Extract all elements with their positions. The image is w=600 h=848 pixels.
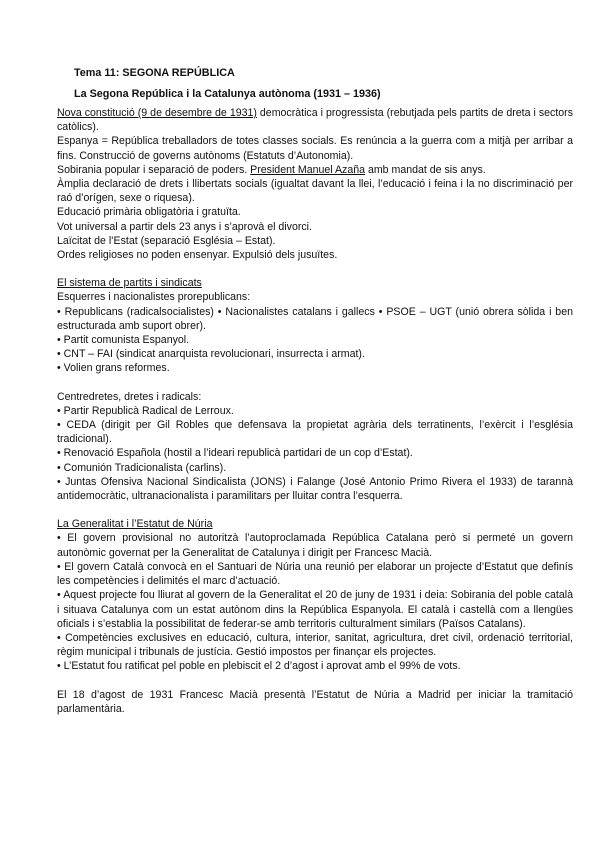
list-item: • El govern provisional no autoritzà l’autoproclamada República Catalana però si permeté un govern autonòmic governat per la Generalitat de Catalunya i dirigit per Francesc Macià.	[57, 532, 573, 559]
section-heading-partits: El sistema de partits i sindicats	[57, 277, 202, 290]
list-item: • Republicans (radicalsocialistes) • Nacionalistes catalans i gallecs • PSOE – UGT (unió obrera sòlida i ben estructurada amb suport obrer).	[57, 305, 573, 332]
constitution-paragraph	[57, 106, 573, 134]
document-subtitle: La Segona República i la Catalunya autònoma (1931 – 1936)	[74, 88, 381, 100]
constitution-heading: Nova constitució (9 de desembre de 1931)	[57, 107, 257, 119]
list-item: • El govern Català convocà en el Santuari de Núria una reunió per elaborar un projecte d’Estatut que definís les competències i delimités el marc d’actuació.	[57, 560, 573, 588]
paragraph-laicitat: Laïcitat de l’Estat (separació Església – Estat).	[57, 234, 276, 247]
paragraph-drets: Àmplia declaració de drets i llibertats socials (igualtat davant la llei, l’educació i feina i la no discriminació per raó d’orígen, sexe o riquesa).	[57, 178, 573, 205]
document-page	[57, 66, 573, 716]
dretes-label: Centredretes, dretes i radicals:	[57, 390, 202, 403]
paragraph-vot: Vot universal a partir dels 23 anys i s’aprovà el divorci.	[57, 220, 312, 233]
closing-paragraph: El 18 d’agost de 1931 Francesc Macià presentà l’Estatut de Núria a Madrid per iniciar la tramitació parlamentària.	[57, 688, 573, 715]
list-item: • Comunión Tradicionalista (carlins).	[57, 461, 227, 474]
list-item: • Juntas Ofensiva Nacional Sindicalista (JONS) i Falange (José Antonio Primo Rivera el 1933) de tarannà antidemocràtic, ultranacionalista i paramilitars per lluitar contra l’esquerra.	[57, 475, 573, 503]
list-item: • Renovació Española (hostil a l’ideari republicà partidari de un cop d’Estat).	[57, 447, 413, 460]
esquerres-label: Esquerres i nacionalistes prorepublicans:	[57, 291, 251, 304]
list-item: • Competències exclusives en educació, cultura, interior, sanitat, agricultura, dret civil, ordenació territorial, règim municipal i tribunals de justícia. Gestió impostos per finançar els projectes.	[57, 631, 573, 659]
list-item: • CEDA (dirigit per Gil Robles que defensava la propietat agrària dels terratinents, l’exèrcit i l’església tradicional).	[57, 419, 573, 446]
paragraph-espanya: Espanya = República treballadors de totes classes socials. Es renúncia a la guerra com a mitjà per arribar a fins. Construcció de governs autònoms (Estatuts d’Autonomia).	[57, 135, 573, 162]
list-item: • L’Estatut fou ratificat pel poble en plebiscit el 2 d’agost i aprovat amb el 99% de vots.	[57, 660, 461, 673]
list-item: • Volien grans reformes.	[57, 362, 170, 375]
list-item: • CNT – FAI (sindicat anarquista revolucionari, insurrecta i armat).	[57, 348, 365, 361]
paragraph-ordes: Ordes religioses no poden ensenyar. Expulsió dels jusuïtes.	[57, 249, 338, 262]
president-name: President Manuel Azaña	[250, 163, 366, 176]
list-item: • Partit comunista Espanyol.	[57, 334, 190, 347]
document-title: Tema 11: SEGONA REPÚBLICA	[74, 67, 235, 79]
section-heading-generalitat: La Generalitat i l’Estatut de Núria	[57, 518, 213, 531]
paragraph-educacio: Educació primària obligatòria i gratuïta.	[57, 206, 241, 219]
paragraph-sobirania: Sobirania popular i separació de poders. President Manuel Azaña amb mandat de sis anys.	[57, 163, 486, 176]
list-item: • Aquest projecte fou lliurat al govern de la Generalitat el 20 de juny de 1931 i deia: Sobirania del poble català i situava Catalunya com un estat autònom dins la República Espanyola. El català i castellà com a llengües oficials i s’establia la possibilitat de federar-se amb territoris culturalment similars (Països Catalans).	[57, 589, 573, 630]
constitution-intro-text: democràtica i progressista (rebutjada pels partits de dreta i sectors catòlics).	[57, 107, 573, 134]
list-item: • Partir Republicà Radical de Lerroux.	[57, 404, 234, 417]
